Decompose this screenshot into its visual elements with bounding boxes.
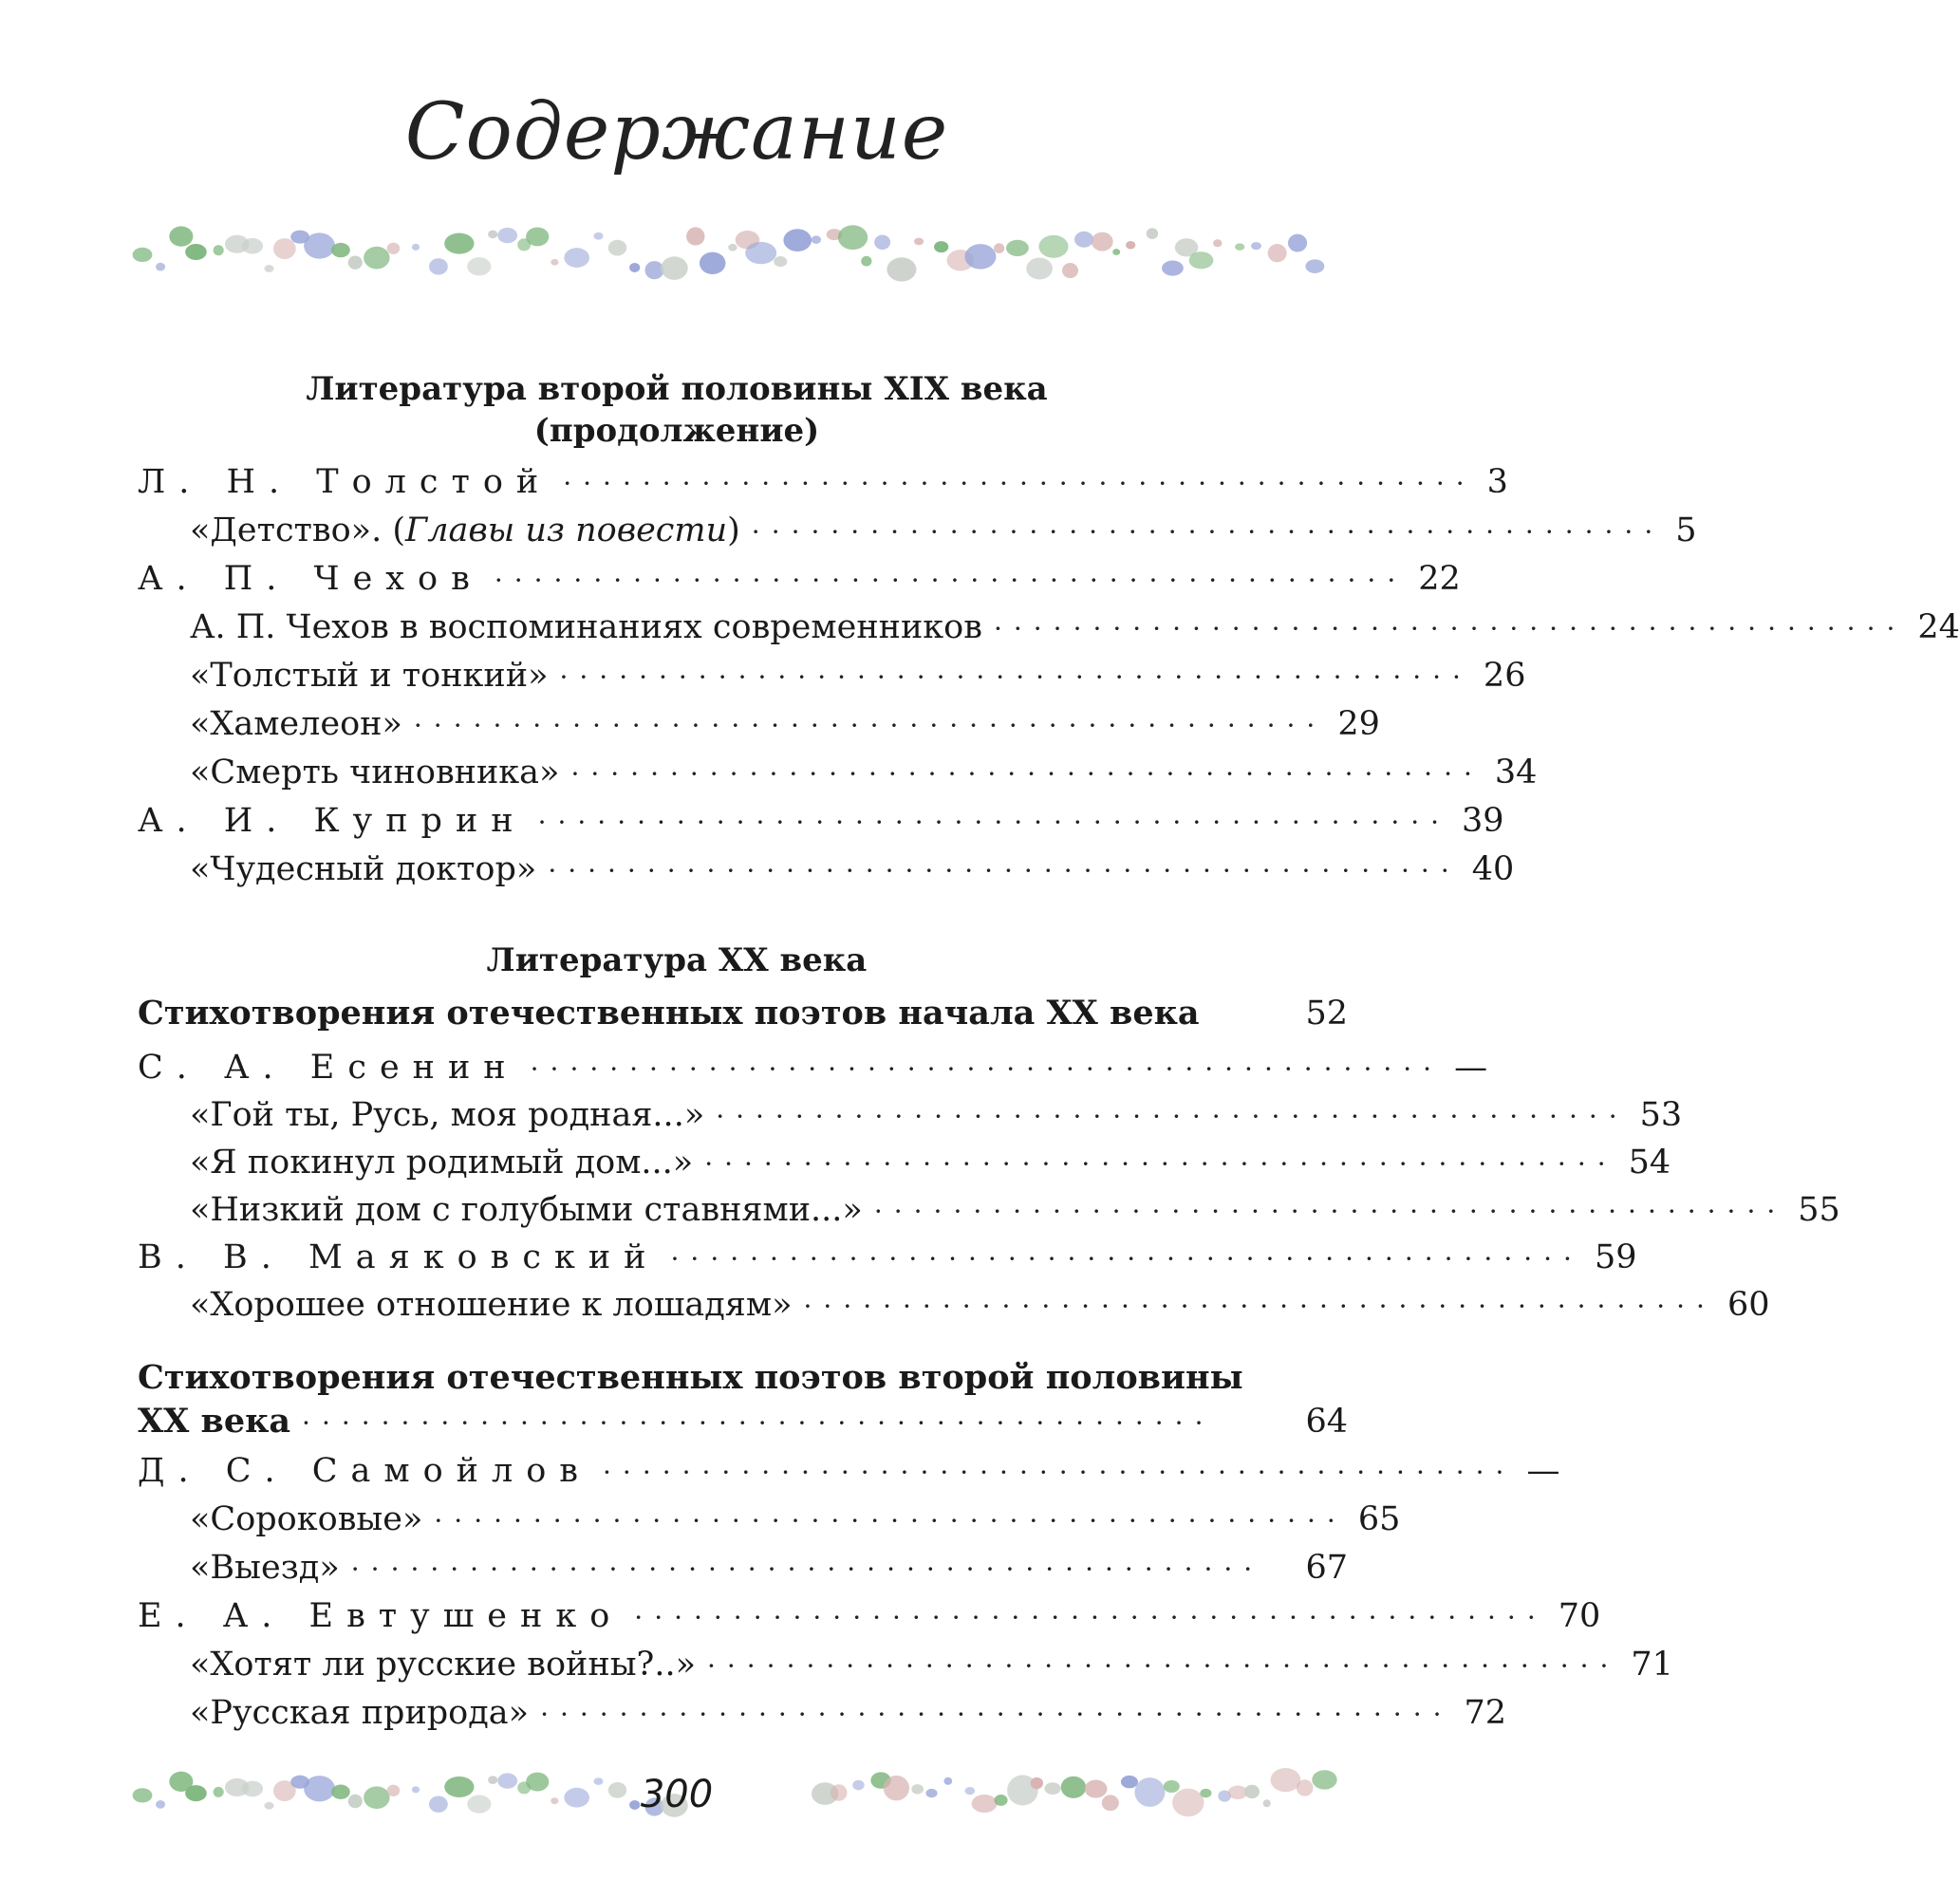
- decorative-dot: [387, 243, 401, 254]
- decorative-dot: [412, 244, 420, 251]
- decorative-dot: [812, 235, 821, 244]
- decorative-dot: [1092, 233, 1113, 251]
- toc-entry-page: 22: [1418, 560, 1461, 598]
- toc-entry-chekhov-memories[interactable]: [190, 605, 1960, 650]
- toc-entry-label: А. И. Куприн: [138, 802, 527, 840]
- toc-entry-page: 5: [1675, 512, 1697, 549]
- toc-entry-smert-chinovnika[interactable]: [190, 750, 1538, 795]
- decorative-dot: [1162, 260, 1184, 275]
- decorative-dot: [608, 240, 626, 256]
- decorative-dot: [467, 257, 491, 275]
- decorative-dot: [700, 252, 726, 274]
- toc-entry-page: 53: [1639, 1096, 1683, 1134]
- toc-entry-page: 39: [1462, 802, 1504, 840]
- dot-leader: ··············································: [548, 855, 1461, 886]
- decorative-dot: [304, 233, 335, 258]
- decorative-dot: [133, 248, 153, 262]
- decorative-dot: [429, 258, 448, 274]
- decorative-dot: [1268, 244, 1287, 262]
- toc-entry-khotyat-li[interactable]: [190, 1642, 1673, 1687]
- toc-entry-vyezd[interactable]: [190, 1545, 1348, 1591]
- toc-entry-khameleon[interactable]: [190, 701, 1380, 747]
- toc-entry-page: 60: [1727, 1286, 1770, 1324]
- decorative-dot: [745, 242, 776, 264]
- toc-entry-page: 55: [1798, 1191, 1840, 1229]
- decorative-dot: [874, 234, 890, 250]
- decorative-dot: [331, 243, 350, 257]
- toc-entry-page: 3: [1486, 463, 1508, 501]
- toc-entry-label: «Хотят ли русские войны?..»: [190, 1646, 696, 1684]
- section-title-20th-century: Литература XX века: [486, 941, 868, 979]
- toc-entry-sorokovye[interactable]: [190, 1497, 1401, 1542]
- toc-entry-page: —: [1526, 1452, 1560, 1490]
- toc-entry-nizkii-dom[interactable]: [190, 1187, 1840, 1233]
- toc-entry-label: Е. А. Евтушенко: [138, 1597, 624, 1635]
- decorative-dot: [728, 244, 737, 251]
- decorative-dots-top: [0, 207, 1353, 292]
- dot-leader: ··············································: [302, 1407, 1215, 1439]
- toc-entry-esenin[interactable]: [138, 1045, 1488, 1090]
- toc-entry-russkaya-priroda[interactable]: [190, 1690, 1507, 1736]
- toc-entry-page: 71: [1631, 1646, 1673, 1684]
- decorative-dot: [783, 229, 812, 251]
- toc-entry-label: «Русская природа»: [190, 1694, 530, 1732]
- decorative-dot: [564, 248, 589, 268]
- dot-leader: ··············································: [559, 661, 1472, 693]
- toc-entry-chekhov[interactable]: [138, 556, 1461, 602]
- toc-entry-page: 26: [1483, 657, 1526, 695]
- toc-entry-label: В. В. Маяковский: [138, 1238, 660, 1276]
- toc-entry-label: А. П. Чехов: [138, 560, 483, 598]
- decorative-dot: [264, 265, 273, 272]
- toc-entry-label: «Сороковые»: [190, 1500, 423, 1538]
- toc-entry-kuprin[interactable]: [138, 798, 1504, 844]
- toc-entry-label: «Детство». (Главы из повести): [190, 512, 740, 549]
- decorative-dot: [1305, 259, 1324, 273]
- decorative-dot: [994, 243, 1004, 253]
- toc-entry-page: 29: [1337, 705, 1380, 743]
- decorative-dot: [1062, 263, 1078, 278]
- toc-entry-page: 72: [1464, 1694, 1507, 1732]
- dot-leader: ··············································: [537, 807, 1451, 838]
- toc-entry-page: 59: [1594, 1238, 1637, 1276]
- decorative-dot: [593, 233, 603, 240]
- section-title-continuation: (продолжение): [533, 412, 820, 450]
- toc-entry-page: 40: [1471, 850, 1515, 888]
- decorative-dot: [273, 238, 296, 259]
- toc-entry-poets-early-20th[interactable]: [138, 991, 1348, 1036]
- decorative-dot: [488, 230, 497, 238]
- toc-entry-tolstoy[interactable]: [138, 459, 1508, 505]
- decorative-dot: [242, 238, 263, 254]
- dot-leader: ··············································: [993, 613, 1907, 644]
- toc-entry-page: 54: [1628, 1144, 1671, 1182]
- toc-entry-label: «Гой ты, Русь, моя родная...»: [190, 1096, 705, 1134]
- decorative-dot: [156, 263, 165, 271]
- decorative-dot: [1288, 234, 1307, 252]
- toc-entry-page: 67: [1305, 1549, 1348, 1587]
- toc-entry-chudesnyi-doktor[interactable]: [190, 847, 1515, 892]
- decorative-dot: [934, 241, 948, 252]
- toc-entry-mayakovsky[interactable]: [138, 1235, 1637, 1280]
- toc-entry-samoilov[interactable]: [138, 1448, 1560, 1494]
- decorative-dot: [169, 226, 193, 246]
- decorative-dot: [497, 228, 517, 243]
- toc-entry-poets-late-20th-line1[interactable]: [138, 1355, 1348, 1401]
- decorative-dot: [914, 238, 924, 246]
- decorative-dot: [774, 256, 787, 267]
- decorative-dot: [661, 256, 687, 280]
- toc-entry-poets-late-20th[interactable]: [138, 1399, 1348, 1444]
- decorative-dot: [861, 256, 871, 267]
- dot-leader: ··············································: [413, 710, 1327, 741]
- decorative-dot: [364, 247, 389, 270]
- toc-entry-tolstyi-tonkii[interactable]: [190, 653, 1526, 698]
- toc-entry-label: «Хорошее отношение к лошадям»: [190, 1286, 793, 1324]
- dot-leader: ··············································: [563, 468, 1476, 499]
- dot-leader: ··············································: [803, 1291, 1716, 1322]
- toc-entry-page: 64: [1305, 1403, 1348, 1441]
- dot-leader: ··············································: [706, 1650, 1620, 1682]
- dot-leader: ··············································: [670, 1243, 1583, 1275]
- decorative-dot: [526, 228, 549, 247]
- toc-entry-page: 52: [1305, 995, 1348, 1033]
- toc-entry-ya-pokinul[interactable]: [190, 1140, 1671, 1185]
- decorative-dot: [686, 227, 704, 245]
- toc-entry-page: 34: [1494, 754, 1538, 791]
- toc-entry-detstvo[interactable]: [190, 508, 1697, 553]
- toc-entry-label: XX века: [138, 1402, 291, 1441]
- decorative-dot: [1026, 257, 1053, 279]
- dot-leader: ··············································: [570, 758, 1484, 790]
- decorative-dot: [1126, 241, 1135, 250]
- page-number: 300: [640, 1773, 714, 1816]
- decorative-dot: [838, 225, 868, 250]
- toc-entry-label: А. П. Чехов в воспоминаниях современников: [190, 608, 982, 646]
- toc-entry-evtushenko[interactable]: [138, 1593, 1601, 1639]
- toc-entry-label: «Выезд»: [190, 1549, 340, 1587]
- decorative-dot: [629, 263, 640, 272]
- decorative-dot: [1235, 243, 1244, 250]
- decorative-dot: [645, 261, 664, 279]
- decorative-dot: [1006, 240, 1029, 256]
- dot-leader: ··············································: [704, 1148, 1617, 1180]
- dot-leader: ··············································: [434, 1505, 1347, 1536]
- decorative-dot: [1074, 232, 1093, 248]
- toc-entry-label: С. А. Есенин: [138, 1049, 519, 1087]
- toc-entry-label: Стихотворения отечественных поэтов второй половины: [138, 1358, 1243, 1397]
- section-title-19th-century: Литература второй половины XIX века: [306, 370, 1048, 408]
- toc-entry-page: 70: [1558, 1597, 1601, 1635]
- toc-entry-label: «Толстый и тонкий»: [190, 657, 549, 695]
- dot-leader: ··············································: [603, 1457, 1516, 1488]
- dot-leader: ··············································: [350, 1554, 1264, 1585]
- decorative-dot: [214, 245, 224, 255]
- decorative-dot: [1251, 242, 1261, 250]
- toc-entry-label: «Низкий дом с голубыми ставнями...»: [190, 1191, 863, 1229]
- dot-leader: ··············································: [716, 1101, 1629, 1132]
- dot-leader: ··············································: [494, 565, 1408, 596]
- decorative-dot: [887, 257, 916, 281]
- dot-leader: ··············································: [873, 1196, 1787, 1227]
- decorative-dot: [1112, 249, 1120, 255]
- decorative-dot: [1189, 251, 1214, 269]
- dot-leader: ··············································: [530, 1053, 1444, 1085]
- decorative-dot: [1147, 228, 1158, 239]
- decorative-dot: [1038, 235, 1068, 258]
- toc-entry-label: Л. Н. Толстой: [138, 463, 552, 501]
- decorative-dot: [1213, 239, 1222, 247]
- decorative-dot: [964, 244, 996, 269]
- toc-entry-label: «Я покинул родимый дом...»: [190, 1144, 694, 1182]
- page-title: Содержание: [404, 87, 949, 177]
- toc-entry-label: «Чудесный доктор»: [190, 850, 537, 888]
- toc-entry-khoroshee-otnoshenie[interactable]: [190, 1282, 1770, 1328]
- toc-entry-label: «Хамелеон»: [190, 705, 402, 743]
- dot-leader: ··············································: [634, 1602, 1547, 1633]
- toc-entry-page: 65: [1357, 1500, 1401, 1538]
- decorative-dot: [444, 233, 474, 254]
- decorative-dot: [185, 244, 207, 260]
- toc-entry-label: Д. С. Самойлов: [138, 1452, 592, 1490]
- dot-leader: ··············································: [751, 516, 1665, 548]
- toc-entry-label: Стихотворения отечественных поэтов начала XX века: [138, 994, 1200, 1033]
- decorative-dot: [348, 255, 363, 269]
- toc-entry-page: 24: [1917, 608, 1960, 646]
- toc-entry-goi-ty-rus[interactable]: [190, 1092, 1683, 1138]
- toc-entry-page: —: [1454, 1049, 1488, 1087]
- dot-leader: ··············································: [540, 1699, 1453, 1730]
- toc-entry-label: «Смерть чиновника»: [190, 754, 560, 791]
- decorative-dot: [551, 259, 558, 266]
